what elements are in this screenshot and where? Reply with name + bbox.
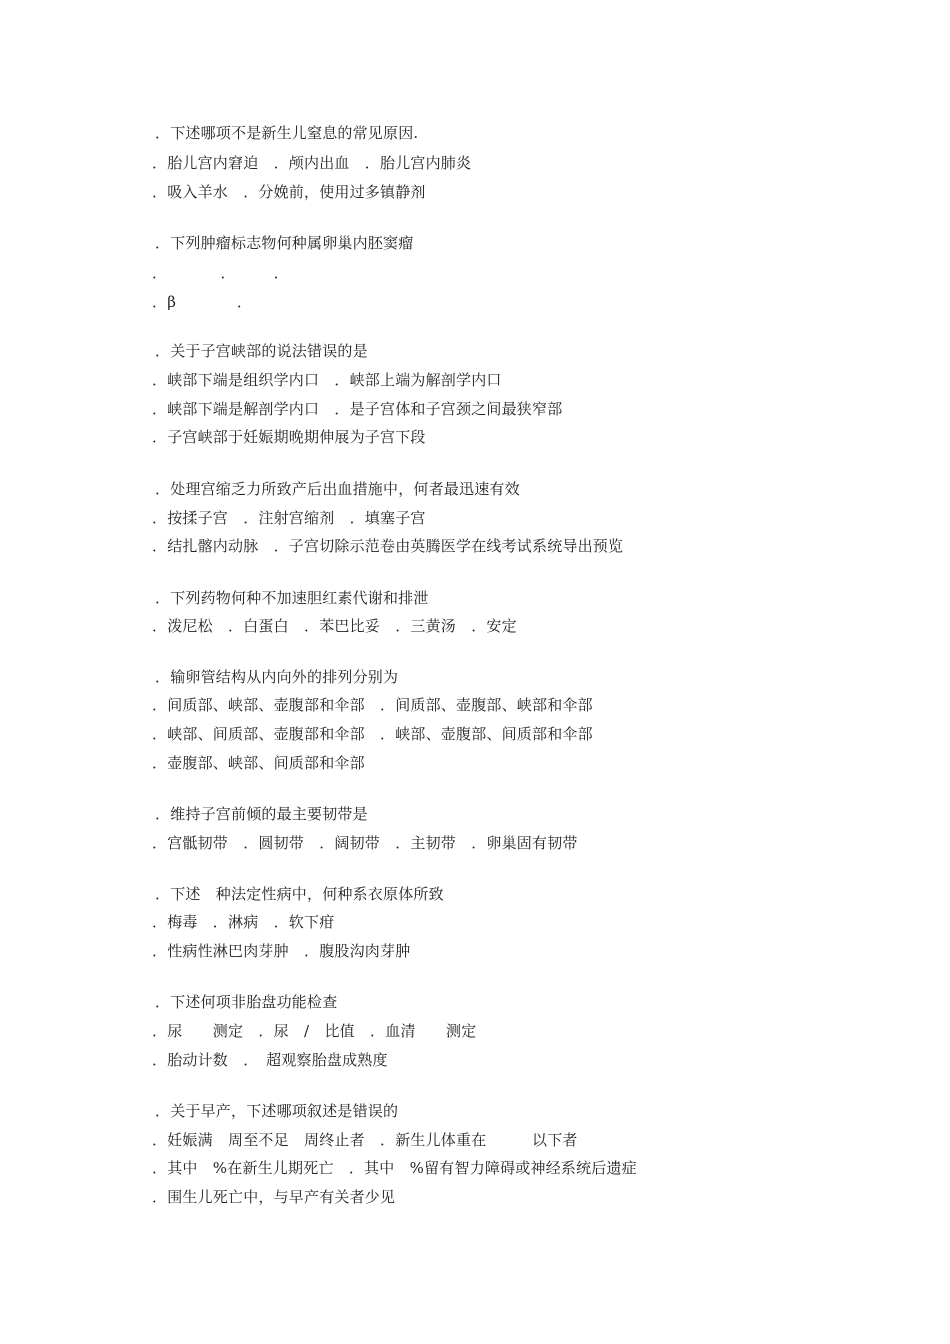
question-stem: ．关于早产，下述哪项叙述是错误的 (155, 1102, 399, 1120)
question-option-line: ．峡部、间质部、壶腹部和伞部 ．峡部、壶腹部、间质部和伞部 (152, 725, 593, 743)
question-option-line: ．泼尼松 ．白蛋白 ．苯巴比妥 ．三黄汤 ．安定 (152, 617, 517, 635)
question-stem: ．下列药物何种不加速胆红素代谢和排泄 (155, 589, 429, 607)
question-option-line: ．围生儿死亡中，与早产有关者少见 (152, 1188, 396, 1206)
question-option-line: ．尿 测定 ．尿 / 比值 ．血清 测定 (152, 1022, 477, 1040)
question-option-line: ．峡部下端是组织学内口 ．峡部上端为解剖学内口 (152, 371, 502, 389)
question-stem: ．处理宫缩乏力所致产后出血措施中，何者最迅速有效 (155, 480, 520, 498)
question-option-line: ．性病性淋巴肉芽肿 ．腹股沟肉芽肿 (152, 942, 411, 960)
question-stem: ．下述哪项不是新生儿窒息的常见原因. (155, 124, 419, 142)
question-option-line: ．峡部下端是解剖学内口 ．是子宫体和子宫颈之间最狭窄部 (152, 400, 563, 418)
question-option-line: ．妊娠满 周至不足 周终止者 ．新生儿体重在 以下者 (152, 1131, 578, 1149)
question-option-line: ．子宫峡部于妊娠期晚期伸展为子宫下段 (152, 428, 426, 446)
question-option-line: ．按揉子宫 ．注射宫缩剂 ．填塞子宫 (152, 509, 426, 527)
question-option-line: ．间质部、峡部、壶腹部和伞部 ．间质部、壶腹部、峡部和伞部 (152, 696, 593, 714)
question-option-line: ．宫骶韧带 ．圆韧带 ．阔韧带 ．主韧带 ．卵巢固有韧带 (152, 834, 578, 852)
question-stem: ．下列肿瘤标志物何种属卵巢内胚窦瘤 (155, 234, 414, 252)
question-option-line: ．结扎髂内动脉 ．子宫切除示范卷由英腾医学在线考试系统导出预览 (152, 537, 624, 555)
question-option-line: ．其中 %在新生儿期死亡 ．其中 %留有智力障碍或神经系统后遗症 (152, 1159, 637, 1177)
question-stem: ．下述何项非胎盘功能检查 (155, 993, 338, 1011)
question-option-line: ．吸入羊水 ．分娩前，使用过多镇静剂 (152, 183, 426, 201)
question-option-line: ．壶腹部、峡部、间质部和伞部 (152, 754, 365, 772)
question-option-line: ．β ． (152, 293, 253, 311)
question-stem: ．维持子宫前倾的最主要韧带是 (155, 805, 368, 823)
question-option-line: ．胎动计数 ． 超观察胎盘成熟度 (152, 1051, 388, 1069)
question-option-line: ．梅毒 ．淋病 ．软下疳 (152, 913, 335, 931)
question-stem: ．下述 种法定性病中，何种系衣原体所致 (155, 885, 444, 903)
question-stem: ．关于子宫峡部的说法错误的是 (155, 342, 368, 360)
question-stem: ．输卵管结构从内向外的排列分别为 (155, 668, 399, 686)
question-option-line: ． ． ． (152, 264, 290, 282)
question-option-line: ．胎儿宫内窘迫 ．颅内出血 ．胎儿宫内肺炎 (152, 154, 472, 172)
